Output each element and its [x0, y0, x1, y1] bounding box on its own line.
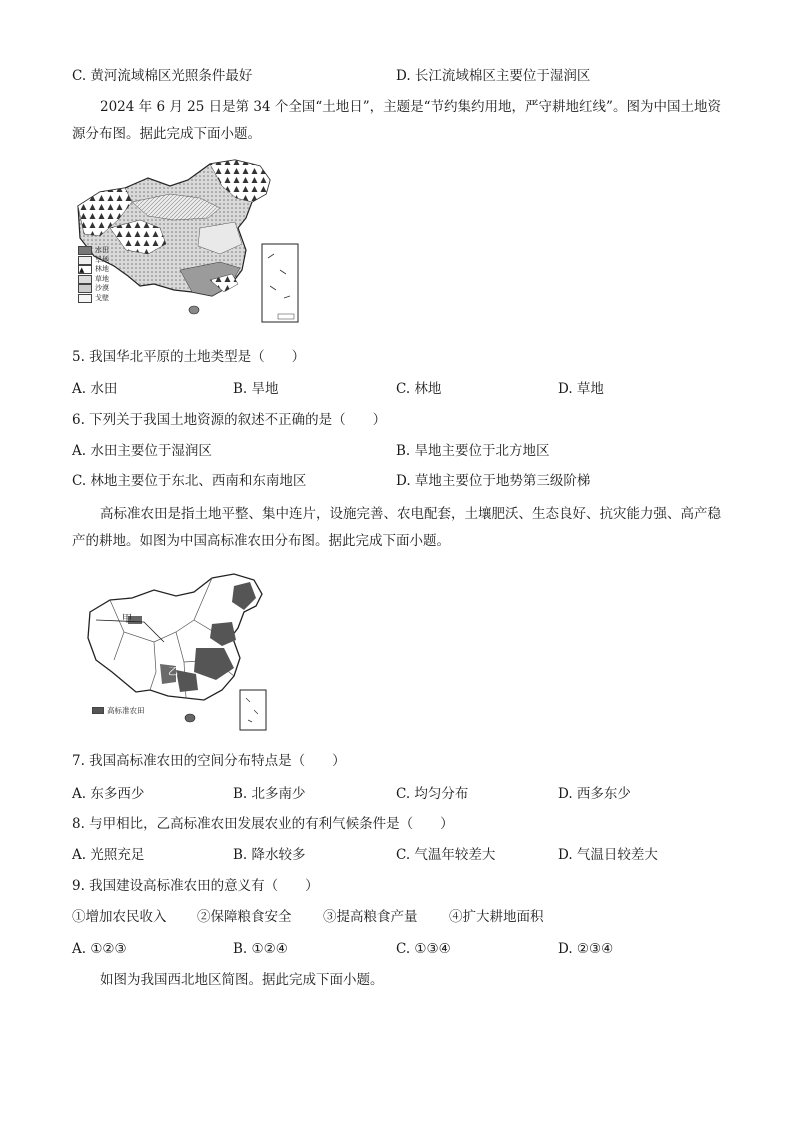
q9-item-4: ④扩大耕地面积 — [449, 909, 544, 925]
q6-option-c: C. 林地主要位于东北、西南和东南地区 — [72, 473, 307, 489]
q6-stem: 6. 下列关于我国土地资源的叙述不正确的是（ ） — [72, 412, 387, 428]
desert-swatch — [78, 284, 92, 293]
q9-stem: 9. 我国建设高标准农田的意义有（ ） — [72, 878, 319, 894]
legend-item-grass — [78, 275, 109, 285]
legend-item-paddy — [78, 246, 109, 256]
q6-option-a: A. 水田主要位于湿润区 — [72, 443, 212, 459]
q7-option-a: A. 东多西少 — [72, 786, 145, 802]
q7-option-b: B. 北多南少 — [233, 786, 306, 802]
q9-option-d: D. ②③④ — [558, 941, 614, 957]
legend-label: 戈壁 — [95, 293, 109, 302]
forest-swatch: ▲ — [78, 265, 92, 274]
q5-option-c: C. 林地 — [396, 381, 442, 397]
farmland-map-legend — [92, 706, 145, 716]
q9-item-3: ③提高粮食产量 — [323, 909, 418, 925]
q5-stem: 5. 我国华北平原的土地类型是（ ） — [72, 349, 306, 365]
legend-label: 草地 — [95, 274, 109, 283]
q8-option-a: A. 光照充足 — [72, 847, 145, 863]
q9-item-2: ②保障粮食安全 — [197, 909, 292, 925]
land-resource-map — [70, 158, 306, 330]
map-label-yi: 乙 — [168, 667, 178, 678]
gobi-swatch — [78, 294, 92, 303]
intro-land-day: 2024 年 6 月 25 日是第 34 个全国“土地日”，主题是“节约集约用地，严守耕地红线”。图为中国土地资源分布图。据此完成下面小题。 — [72, 99, 721, 142]
q9-option-a: A. ①②③ — [72, 941, 127, 957]
legend-label: 旱地 — [95, 255, 109, 264]
grass-swatch — [78, 275, 92, 284]
farmland-swatch — [92, 707, 104, 714]
q8-option-c: C. 气温年较差大 — [396, 847, 496, 863]
q6-option-d: D. 草地主要位于地势第三级阶梯 — [396, 473, 591, 489]
q4-option-d: D. 长江流域棉区主要位于湿润区 — [396, 68, 591, 84]
q8-option-d: D. 气温日较差大 — [558, 847, 658, 863]
q8-stem: 8. 与甲相比，乙高标准农田发展农业的有利气候条件是（ ） — [72, 816, 454, 832]
dryland-swatch — [78, 256, 92, 265]
q9-option-b: B. ①②④ — [233, 941, 288, 957]
q9-item-1: ①增加农民收入 — [72, 909, 167, 925]
land-map-legend — [78, 246, 109, 303]
q5-option-b: B. 旱地 — [233, 381, 279, 397]
legend-item-forest — [78, 265, 109, 275]
map-label-jia: 甲 — [122, 614, 132, 625]
legend-label: 水田 — [95, 246, 109, 254]
intro-northwest-map: 如图为我国西北地区简图。据此完成下面小题。 — [100, 972, 384, 988]
intro-high-standard-farmland: 高标准农田是指土地平整、集中连片，设施完善、农电配套，土壤肥沃、生态良好、抗灾能力强、高产稳产的耕地。如图为中国高标准农田分布图。据此完成下面小题。 — [72, 506, 721, 549]
legend-label: 林地 — [95, 265, 109, 273]
q7-option-c: C. 均匀分布 — [396, 786, 469, 802]
q5-option-a: A. 水田 — [72, 381, 118, 397]
legend-label: 高标准农田 — [107, 706, 145, 715]
q4-option-c: C. 黄河流域棉区光照条件最好 — [72, 68, 253, 84]
q7-option-d: D. 西多东少 — [558, 786, 631, 802]
legend-item-dryland — [78, 256, 109, 266]
q8-option-b: B. 降水较多 — [233, 847, 306, 863]
legend-item-gobi — [78, 294, 109, 304]
q5-option-d: D. 草地 — [558, 381, 604, 397]
q9-option-c: C. ①③④ — [396, 941, 451, 957]
q7-stem: 7. 我国高标准农田的空间分布特点是（ ） — [72, 753, 346, 769]
q6-option-b: B. 旱地主要位于北方地区 — [396, 443, 550, 459]
legend-item-desert — [78, 284, 109, 294]
legend-label: 沙漠 — [95, 284, 109, 292]
paddy-swatch — [78, 246, 92, 255]
